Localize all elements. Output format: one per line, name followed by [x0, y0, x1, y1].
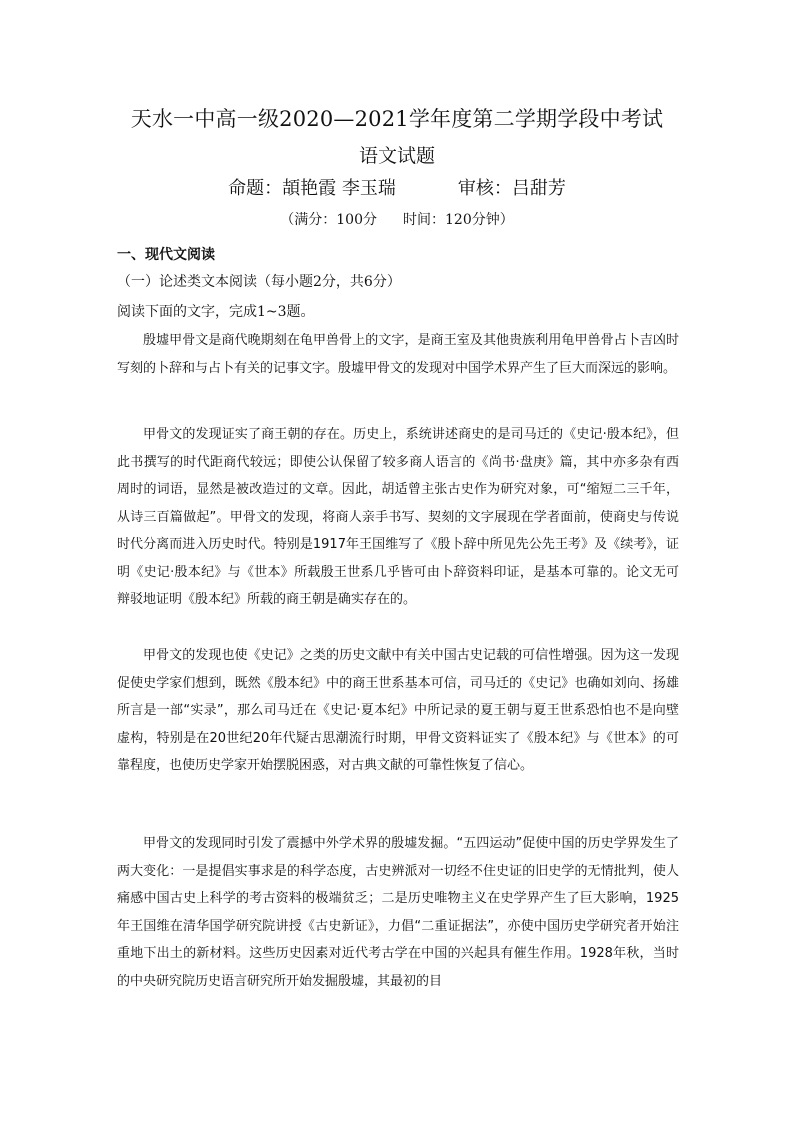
passage-paragraph-2: 甲骨文的发现证实了商王朝的存在。历史上，系统讲述商史的是司马迁的《史记·殷本纪》，但此书撰写的时代距商代较远；即使公认保留了较多商人语言的《尚书·盘庚》篇，其中亦多杂有西周时的词语，显然是被改造过的文章。因此，胡适曾主张古史作为研究对象，可“缩短二三千年，从诗三百篇做起”。甲骨文的发现，将商人亲手书写、契刻的文字展现在学者面前，使商史与传说时代分离而进入历史时代。特别是1917年王国维写了《殷卜辞中所见先公先王考》及《续考》，证明《史记·殷本纪》与《世本》所载殷王世系几乎皆可由卜辞资料印证，是基本可靠的。论文无可辩驳地证明《殷本纪》所载的商王朝是确实存在的。 [117, 427, 679, 607]
passage-paragraph-1: 殷墟甲骨文是商代晚期刻在龟甲兽骨上的文字，是商王室及其他贵族利用龟甲兽骨占卜吉凶时写刻的卜辞和与占卜有关的记事文字。殷墟甲骨文的发现对中国学术界产生了巨大而深远的影响。 [117, 333, 679, 376]
subsection-heading: （一）论述类文本阅读（每小题2分，共6分） [117, 274, 401, 290]
time-label: 时间：120分钟） [403, 212, 514, 228]
reading-instruction: 阅读下面的文字，完成1~3题。 [117, 304, 315, 320]
subject-title: 语文试题 [358, 145, 435, 167]
exam-title: 天水一中高一级2020—2021学年度第二学期学段中考试 [130, 107, 664, 131]
authors-label: 命题：頡艳霞 李玉瑞 [228, 178, 396, 199]
section-heading: 一、现代文阅读 [117, 247, 215, 263]
passage-paragraph-3: 甲骨文的发现也使《史记》之类的历史文献中有关中国古史记载的可信性增强。因为这一发现促使史学家们想到，既然《殷本纪》中的商王世系基本可信，司马迁的《史记》也确如刘向、扬雄所言是一部“实录”，那么司马迁在《史记·夏本纪》中所记录的夏王朝与夏王世系恐怕也不是向壁虚构，特别是在20世纪20年代疑古思潮流行时期，甲骨文资料证实了《殷本纪》与《世本》的可靠程度，也使历史学家开始摆脱困惑，对古典文献的可靠性恢复了信心。 [117, 648, 679, 773]
score-label: （满分：100分 [280, 212, 377, 228]
score-time-line [0, 209, 794, 229]
authors-line [0, 174, 794, 200]
reviewer-label: 审核：吕甜芳 [457, 178, 566, 199]
passage-paragraph-4: 甲骨文的发现同时引发了震撼中外学术界的殷墟发掘。“五四运动”促使中国的历史学界发生了两大变化：一是提倡实事求是的科学态度，古史辨派对一切经不住史证的旧史学的无情批判，使人痛感中国古史上科学的考古资料的极端贫乏；二是历史唯物主义在史学界产生了巨大影响，1925年王国维在清华国学研究院讲授《古史新证》，力倡“二重证据法”，亦使中国历史学研究者开始注重地下出土的新材料。这些历史因素对近代考古学在中国的兴起具有催生作用。1928年秋，当时的中央研究院历史语言研究所开始发掘殷墟，其最初的目 [117, 836, 679, 989]
